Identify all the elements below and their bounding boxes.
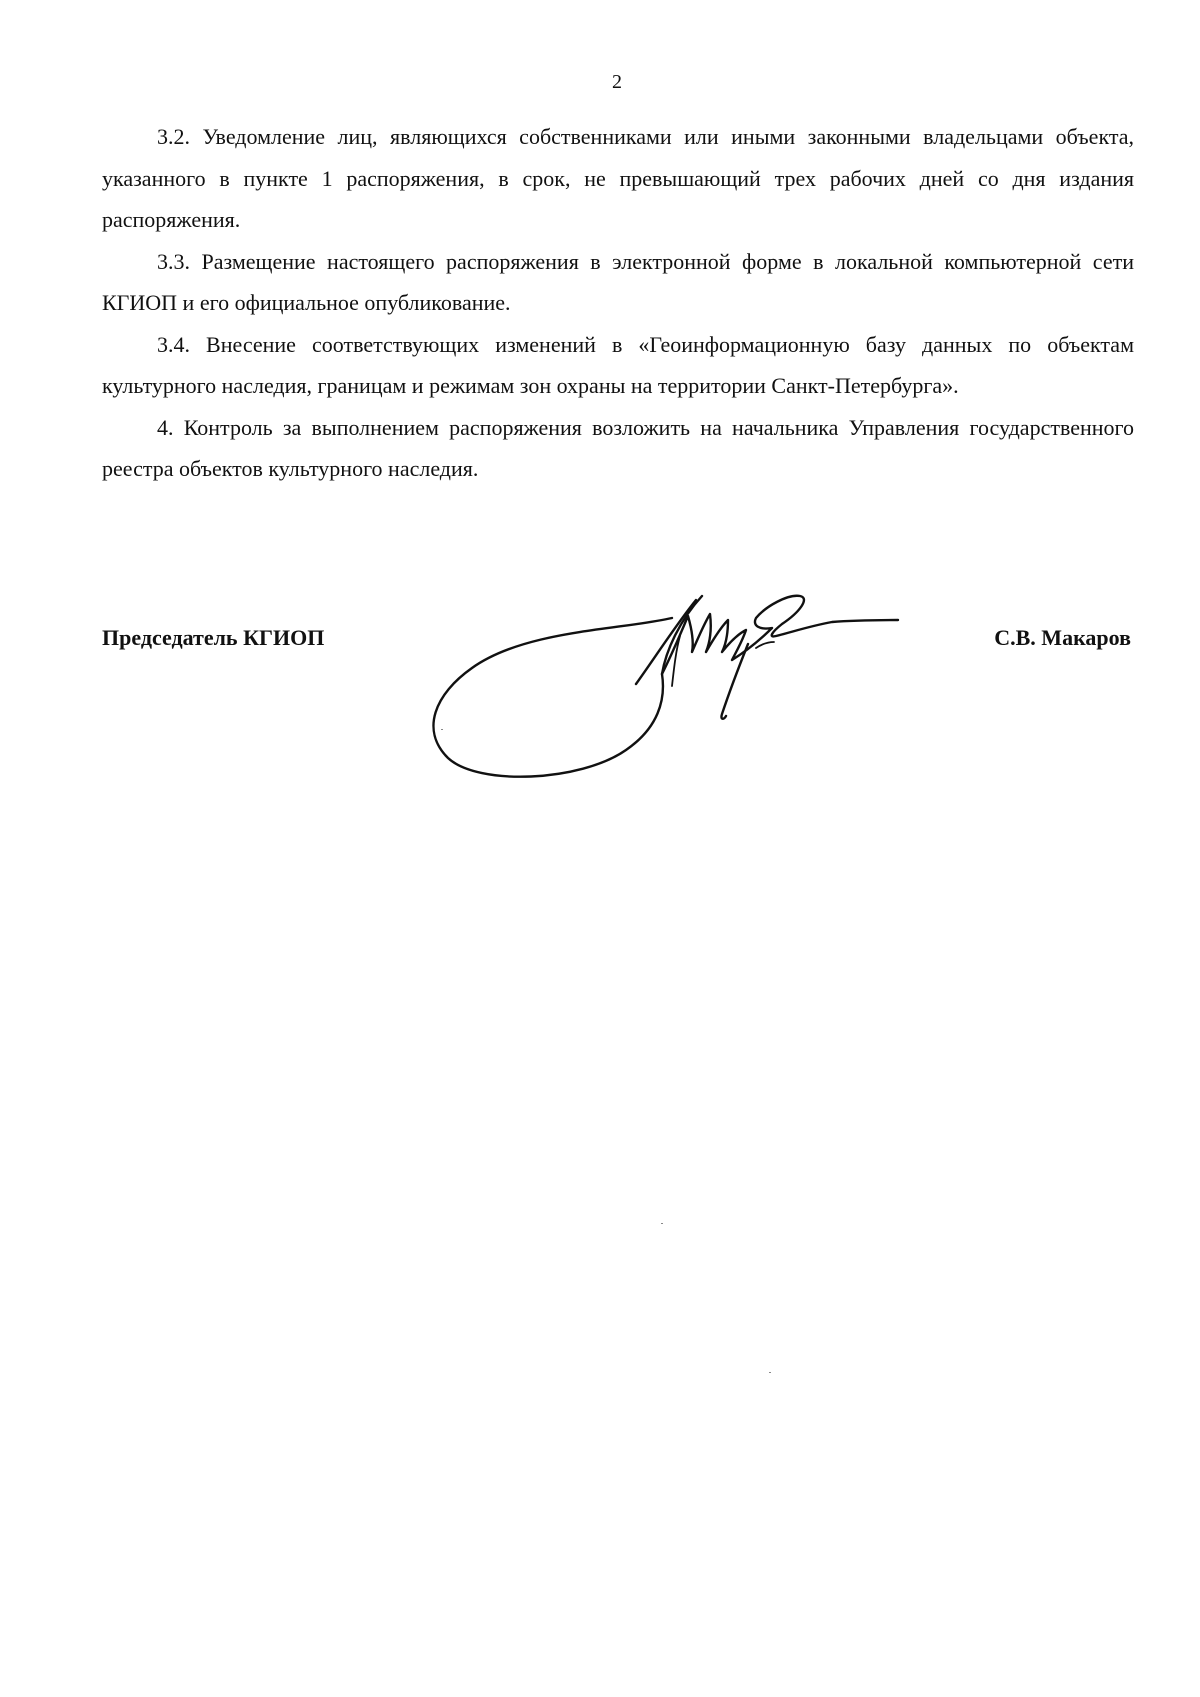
- signatory-position: Председатель КГИОП: [102, 625, 325, 650]
- paragraph-3-4: 3.4. Внесение соответствующих изменений в «Геоинформационную базу данных по объектам культурного наследия, границам и режимам зон охраны на территории Санкт-Петербурга».: [102, 331, 1134, 398]
- scan-speck: [441, 729, 443, 730]
- paragraph-3-3: 3.3. Размещение настоящего распоряжения в электронной форме в локальной компьютерной сети КГИОП и его официальное опубликование.: [102, 248, 1134, 315]
- handwritten-signature: [430, 590, 940, 790]
- scan-speck: [661, 1223, 663, 1224]
- document-body: [102, 116, 1134, 490]
- signatory-name: С.В. Макаров: [994, 625, 1131, 650]
- page-number: 2: [612, 71, 622, 93]
- scan-speck: [769, 1372, 771, 1373]
- paragraph-3-2: 3.2. Уведомление лиц, являющихся собственниками или иными законными владельцами объекта, указанного в пункте 1 распоряжения, в срок, не превышающий трех рабочих дней со дня издания распоряжения.: [102, 124, 1134, 232]
- paragraph-4: 4. Контроль за выполнением распоряжения возложить на начальника Управления государственного реестра объектов культурного наследия.: [102, 414, 1134, 481]
